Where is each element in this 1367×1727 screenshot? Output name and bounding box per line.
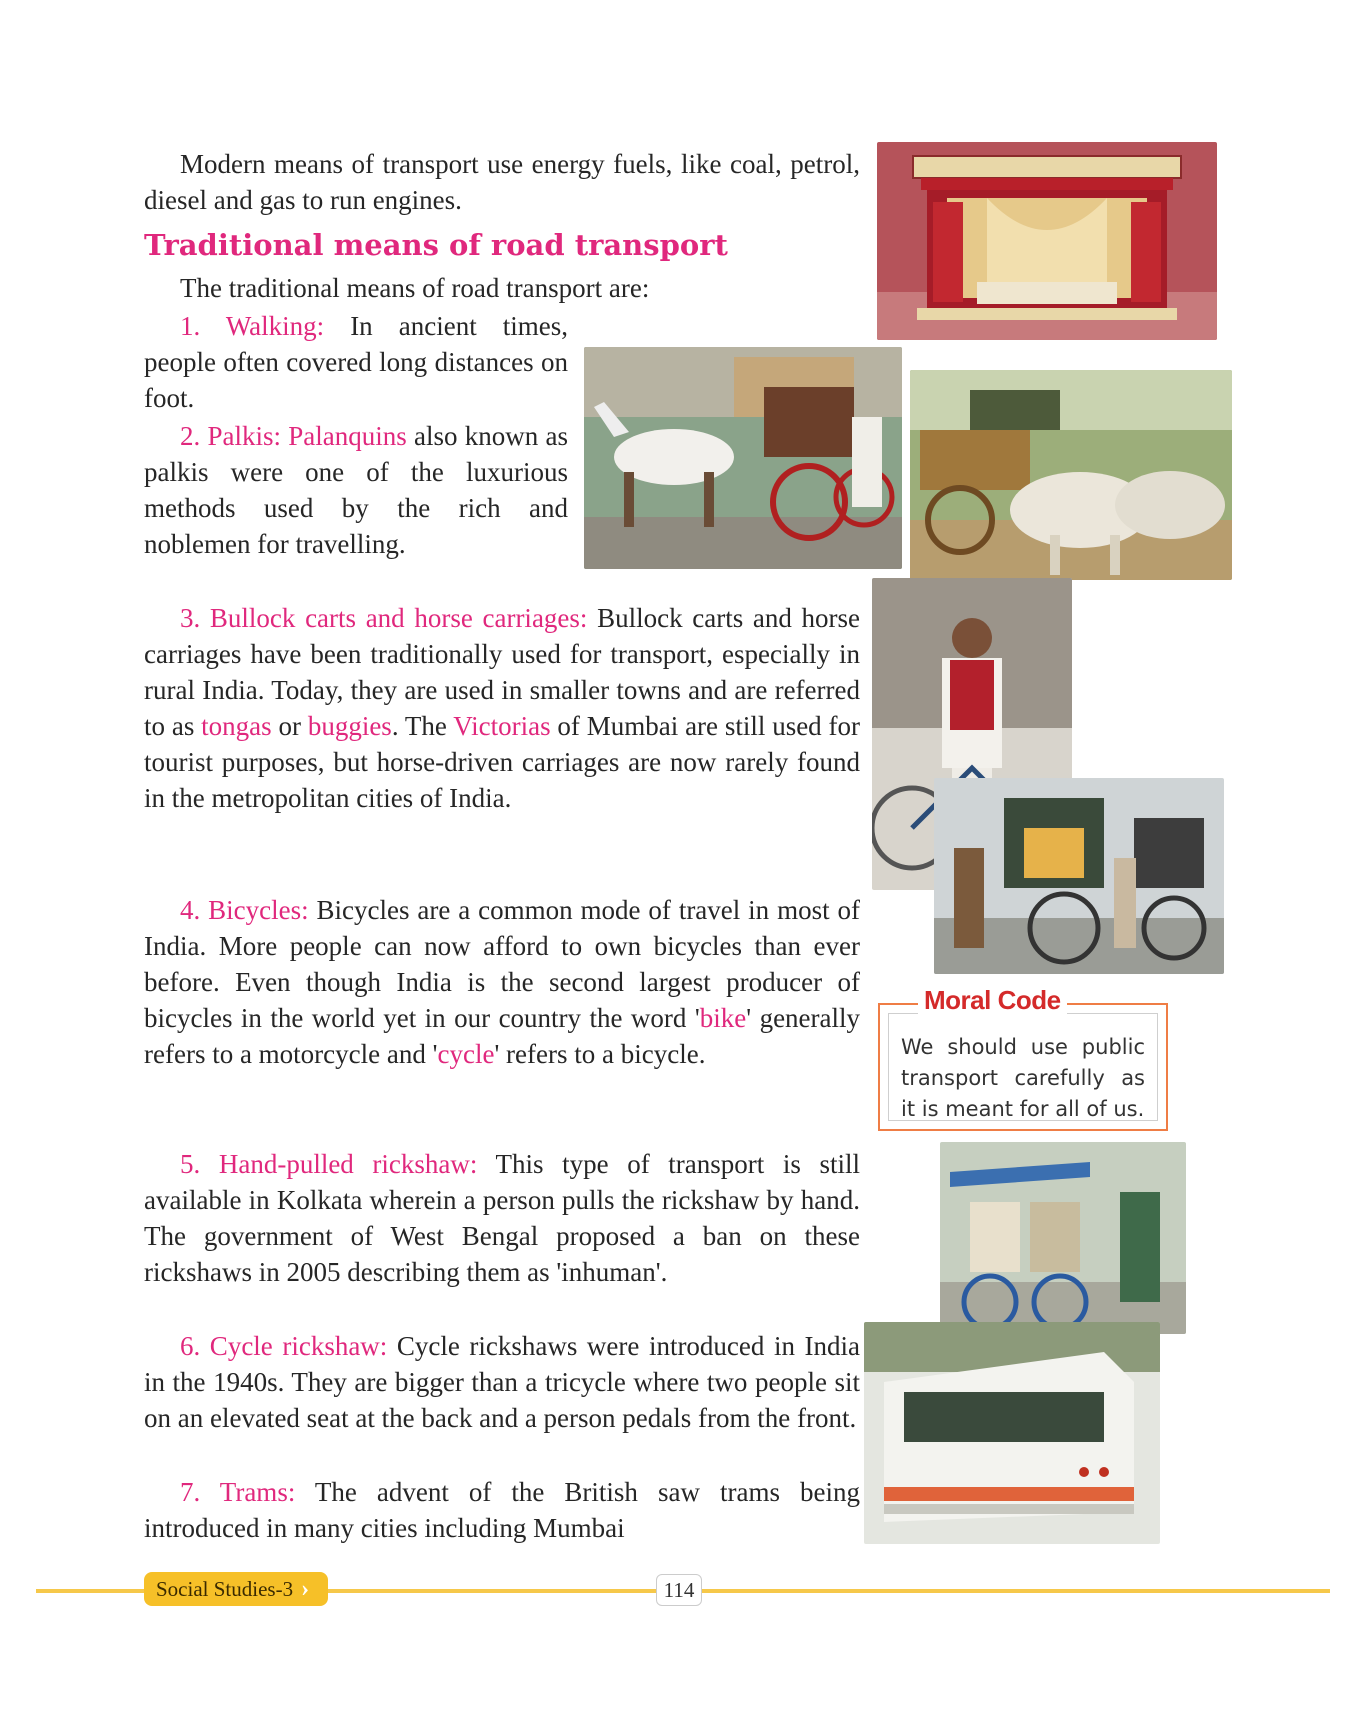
section-heading: Traditional means of road transport [144, 228, 728, 262]
item-hand-pulled-rickshaw: 5. Hand-pulled rickshaw: This type of transport is still available in Kolkata wherein a person pulls the rickshaw by hand. The government of West Bengal proposed a ban on these rickshaws in 2005 describing them as 'inhuman'. [144, 1149, 860, 1287]
item-palkis: 2. Palkis: Palanquins also known as palkis were one of the luxurious methods used by the rich and noblemen for travelling. [144, 421, 568, 559]
item-walking: 1. Walking: In ancient times, people often covered long distances on foot. [144, 311, 568, 413]
moral-code-box [878, 985, 1168, 1131]
chevron-right-icon: › [301, 1575, 310, 1602]
term-buggies: buggies [307, 711, 392, 741]
cycle-rickshaw-photo [940, 1142, 1186, 1334]
lead-paragraph: The traditional means of road transport are: [180, 273, 650, 303]
moral-code-inner [888, 1013, 1158, 1121]
item-bicycles: 4. Bicycles: Bicycles are a common mode of travel in most of India. More people can now afford to own bicycles than ever before. Even though India is the second largest producer of bicycles in the world yet in our country the word 'bike' generally refers to a motorcycle and 'cycle' refers to a bicycle. [144, 895, 861, 1069]
item-cycle-rickshaw: 6. Cycle rickshaw: Cycle rickshaws were introduced in India in the 1940s. They are bigger than a tricycle where two people sit on an elevated seat at the back and a person pedals from the front. [144, 1331, 860, 1433]
bullock-cart-photo [910, 370, 1232, 580]
item-label: 6. Cycle rickshaw: [180, 1331, 388, 1361]
term-victorias: Victorias [453, 711, 551, 741]
item-label: 5. Hand-pulled rickshaw: [180, 1149, 478, 1179]
book-title-badge [144, 1572, 328, 1606]
term-cycle: cycle [437, 1039, 495, 1069]
term-tongas: tongas [201, 711, 272, 741]
hand-pulled-rickshaw-photo [934, 778, 1224, 974]
item-label: 1. Walking: [180, 311, 325, 341]
item-bullock-carts: 3. Bullock carts and horse carriages: Bullock carts and horse carriages have been traditionally used for transport, especially in rural India. Today, they are used in smaller towns and are referred to as tongas or buggies. The Victorias of Mumbai are still used for tourist purposes, but horse-driven carriages are now rarely found in the metropolitan cities of India. [144, 603, 860, 813]
tram-photo [864, 1322, 1160, 1544]
item-label: 2. Palkis: Palanquins [180, 421, 407, 451]
horse-carriage-photo [584, 347, 902, 569]
item-label: 7. Trams: [180, 1477, 296, 1507]
intro-paragraph: Modern means of transport use energy fuels, like coal, petrol, diesel and gas to run engines. [144, 149, 860, 215]
book-title: Social Studies-3 [156, 1576, 294, 1601]
term-bike: bike [699, 1003, 747, 1033]
item-label: 3. Bullock carts and horse carriages: [180, 603, 588, 633]
item-trams: 7. Trams: The advent of the British saw trams being introduced in many cities including Mumbai [144, 1477, 860, 1543]
item-label: 4. Bicycles: [180, 895, 309, 925]
palanquin-photo [877, 142, 1217, 340]
moral-code-title: Moral Code [918, 985, 1067, 1016]
moral-code-text: We should use public transport carefully as it is meant for all of us. [901, 1035, 1145, 1121]
page-number: 114 [656, 1574, 702, 1606]
